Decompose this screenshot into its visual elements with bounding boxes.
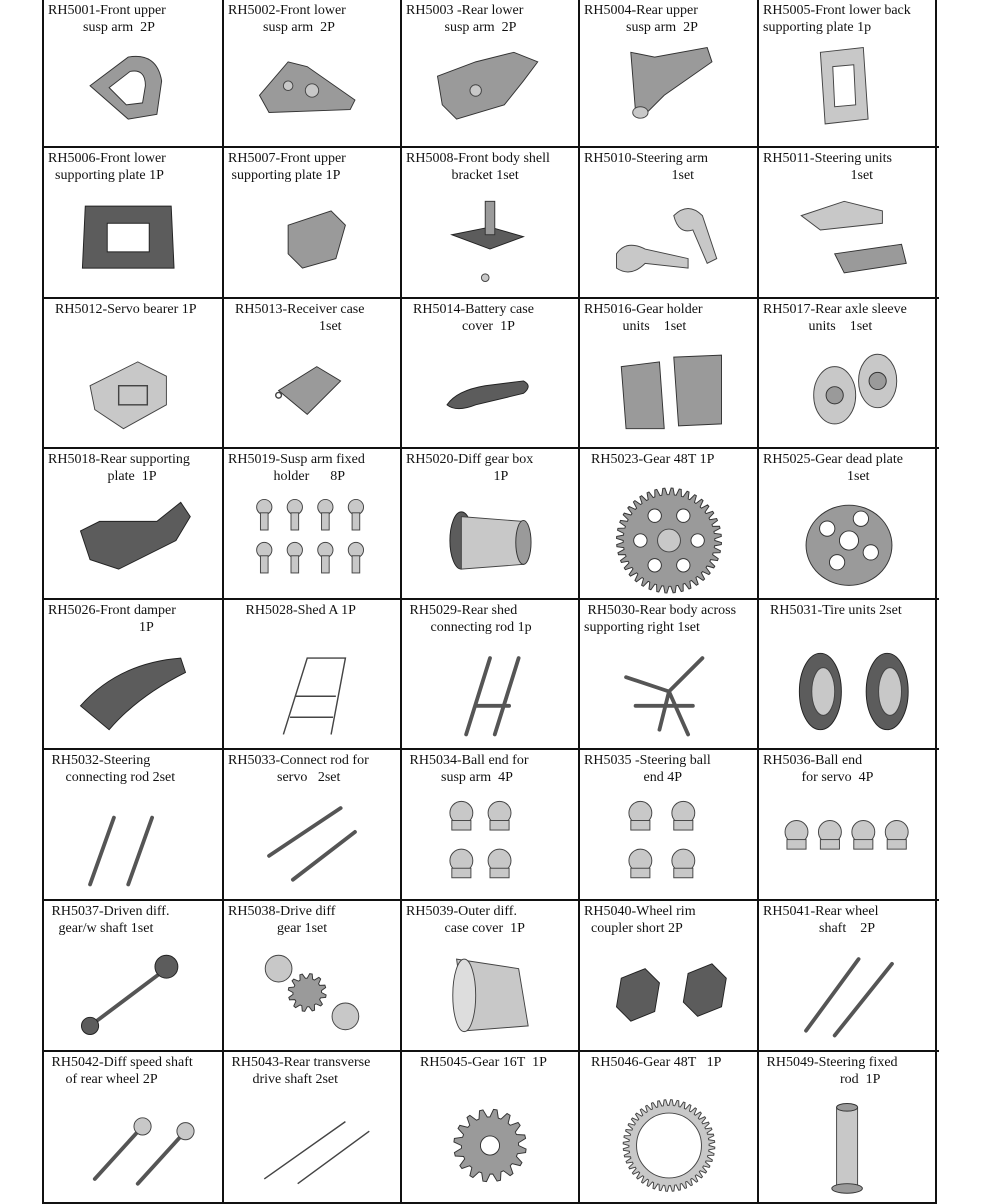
part-label-line-2: supporting plate 1P	[228, 168, 341, 183]
part-label-line-1: RH5001-Front upper	[48, 3, 166, 18]
diff-box-illustration	[415, 488, 565, 593]
part-cell	[224, 750, 402, 901]
part-label-line-1: RH5005-Front lower back	[763, 3, 911, 18]
part-label-line-2: susp arm 2P	[584, 20, 698, 35]
part-illustration	[44, 337, 222, 443]
part-cell	[224, 299, 402, 449]
part-label	[228, 752, 398, 786]
part-label-line-2: supporting plate 1P	[48, 168, 164, 183]
part-illustration	[44, 939, 222, 1046]
part-label	[228, 451, 398, 485]
part-label-line-2: connecting rod 2set	[48, 770, 176, 785]
part-illustration	[44, 1090, 222, 1200]
part-label-line-2: gear 1set	[228, 921, 328, 936]
part-illustration	[580, 939, 757, 1046]
part-label-line-2: susp arm 2P	[406, 20, 517, 35]
shed-a-illustration	[237, 639, 387, 744]
part-cell	[44, 1052, 224, 1204]
part-label	[48, 301, 220, 318]
part-label-line-1: RH5016-Gear holder	[584, 302, 703, 317]
part-label-line-2: 1P	[406, 469, 509, 484]
part-label-line-1: RH5042-Diff speed shaft	[48, 1055, 193, 1070]
part-label	[48, 903, 220, 937]
part-illustration	[759, 788, 939, 895]
plate-wide-illustration	[58, 187, 208, 292]
part-label-line-2: 1set	[584, 168, 695, 183]
part-label	[584, 903, 755, 937]
part-label	[228, 2, 398, 36]
gear-holder-illustration	[594, 338, 744, 443]
fixed-rod-illustration	[774, 1093, 924, 1198]
steering-units-illustration	[774, 187, 924, 292]
driven-diff-illustration	[58, 940, 208, 1045]
part-label	[48, 602, 220, 636]
part-cell	[580, 299, 759, 449]
part-label-line-2: of rear wheel 2P	[48, 1072, 158, 1087]
part-label	[584, 602, 755, 636]
part-label	[406, 2, 576, 36]
part-label-line-1: RH5039-Outer diff.	[406, 904, 517, 919]
part-cell	[580, 1052, 759, 1204]
gear-small-illustration	[415, 1093, 565, 1198]
part-label-line-1: RH5049-Steering fixed	[763, 1055, 898, 1070]
part-label	[763, 752, 937, 786]
part-label-line-2: 1set	[763, 469, 870, 484]
steer-rods-illustration	[58, 789, 208, 894]
part-label-line-1: RH5041-Rear wheel	[763, 904, 879, 919]
part-label	[228, 903, 398, 937]
tires-illustration	[774, 639, 924, 744]
part-label	[228, 1054, 398, 1088]
part-label-line-2: holder 8P	[228, 469, 346, 484]
receiver-case-illustration	[237, 338, 387, 443]
part-illustration	[580, 186, 757, 293]
part-illustration	[580, 1090, 757, 1200]
part-illustration	[44, 186, 222, 293]
part-label-line-2: servo 2set	[228, 770, 341, 785]
part-label-line-1: RH5040-Wheel rim	[584, 904, 696, 919]
part-label	[406, 301, 576, 335]
part-label-line-1: RH5003 -Rear lower	[406, 3, 524, 18]
part-label	[48, 451, 220, 485]
part-cell	[224, 901, 402, 1052]
holders-illustration	[237, 488, 387, 593]
part-label-line-1: RH5038-Drive diff	[228, 904, 336, 919]
part-label	[584, 2, 755, 36]
part-label	[763, 1054, 937, 1088]
part-label-line-1: RH5019-Susp arm fixed	[228, 452, 365, 467]
body-across-illustration	[594, 639, 744, 744]
part-label-line-2: 1P	[48, 620, 154, 635]
part-label-line-2: rod 1P	[763, 1072, 881, 1087]
part-label	[584, 150, 755, 184]
part-label-line-1: RH5033-Connect rod for	[228, 753, 369, 768]
part-cell	[402, 449, 580, 600]
part-label-line-1: RH5031-Tire units 2set	[763, 603, 902, 618]
part-label-line-1: RH5013-Receiver case	[228, 302, 365, 317]
part-illustration	[580, 487, 757, 594]
part-illustration	[402, 38, 578, 142]
part-label-line-1: RH5037-Driven diff.	[48, 904, 170, 919]
part-illustration	[224, 337, 400, 443]
damper-illustration	[58, 639, 208, 744]
part-cell	[44, 0, 224, 148]
part-label-line-2: susp arm 4P	[406, 770, 513, 785]
part-illustration	[224, 487, 400, 594]
part-cell	[44, 600, 224, 750]
part-label-line-1: RH5026-Front damper	[48, 603, 176, 618]
part-label-line-2: gear/w shaft 1set	[48, 921, 154, 936]
part-label	[228, 301, 398, 335]
part-cell	[402, 0, 580, 148]
ball-ends-4-illustration	[415, 789, 565, 894]
part-label-line-1: RH5011-Steering units	[763, 151, 892, 166]
part-label-line-2: susp arm 2P	[48, 20, 155, 35]
part-cell	[759, 901, 939, 1052]
plate-tall-illustration	[774, 38, 924, 143]
part-illustration	[402, 939, 578, 1046]
part-label-line-1: RH5046-Gear 48T 1P	[584, 1055, 722, 1070]
part-label	[48, 150, 220, 184]
rear-upper-arm-illustration	[594, 38, 744, 143]
part-label-line-2: supporting plate 1p	[763, 20, 872, 35]
part-label-line-1: RH5006-Front lower	[48, 151, 166, 166]
drive-diff-illustration	[237, 940, 387, 1045]
part-label-line-2: plate 1P	[48, 469, 157, 484]
part-label	[584, 752, 755, 786]
part-label	[406, 903, 576, 937]
part-illustration	[224, 638, 400, 744]
part-label	[584, 301, 755, 335]
part-label-line-1: RH5036-Ball end	[763, 753, 863, 768]
part-illustration	[402, 638, 578, 744]
part-illustration	[759, 337, 939, 443]
part-cell	[580, 901, 759, 1052]
part-cell	[44, 148, 224, 299]
part-label	[584, 451, 755, 468]
part-illustration	[44, 487, 222, 594]
part-illustration	[759, 939, 939, 1046]
part-cell	[759, 750, 939, 901]
part-label-line-2: 1set	[763, 168, 874, 183]
part-cell	[224, 449, 402, 600]
battery-cover-illustration	[415, 338, 565, 443]
part-cell	[402, 600, 580, 750]
part-cell	[759, 148, 939, 299]
part-label	[763, 451, 937, 485]
bracket-illustration	[415, 187, 565, 292]
wheel-shafts-illustration	[774, 940, 924, 1045]
ball-ends-4b-illustration	[594, 789, 744, 894]
part-label-line-1: RH5045-Gear 16T 1P	[406, 1055, 547, 1070]
rear-plate-illustration	[58, 488, 208, 593]
part-illustration	[224, 1090, 400, 1200]
part-cell	[759, 299, 939, 449]
part-cell	[44, 901, 224, 1052]
part-illustration	[759, 38, 939, 142]
part-label	[406, 1054, 576, 1071]
part-label-line-2: connecting rod 1p	[406, 620, 532, 635]
rear-lower-arm-illustration	[415, 38, 565, 143]
part-label	[763, 2, 937, 36]
part-label-line-2: susp arm 2P	[228, 20, 335, 35]
part-label-line-1: RH5023-Gear 48T 1P	[584, 452, 715, 467]
part-cell	[224, 600, 402, 750]
part-label	[406, 451, 576, 485]
part-label-line-1: RH5007-Front upper	[228, 151, 346, 166]
part-cell	[224, 1052, 402, 1204]
part-cell	[580, 600, 759, 750]
part-illustration	[44, 788, 222, 895]
part-cell	[44, 299, 224, 449]
part-label-line-1: RH5028-Shed A 1P	[228, 603, 356, 618]
part-label-line-2: shaft 2P	[763, 921, 875, 936]
part-illustration	[580, 38, 757, 142]
part-cell	[224, 148, 402, 299]
part-label	[228, 602, 398, 619]
part-label-line-1: RH5030-Rear body across	[584, 603, 737, 618]
part-illustration	[224, 38, 400, 142]
part-cell	[759, 1052, 939, 1204]
part-label-line-2: supporting right 1set	[584, 620, 700, 635]
ball-ends-row-illustration	[774, 789, 924, 894]
dead-plate-illustration	[774, 488, 924, 593]
part-label-line-2: 1set	[228, 319, 342, 334]
part-illustration	[402, 788, 578, 895]
part-label-line-2: for servo 4P	[763, 770, 874, 785]
part-illustration	[402, 337, 578, 443]
part-label-line-1: RH5018-Rear supporting	[48, 452, 190, 467]
part-illustration	[402, 1090, 578, 1200]
part-illustration	[580, 337, 757, 443]
part-illustration	[759, 186, 939, 293]
part-label-line-2: coupler short 2P	[584, 921, 683, 936]
part-label-line-1: RH5032-Steering	[48, 753, 151, 768]
part-label	[763, 150, 937, 184]
part-cell	[580, 148, 759, 299]
servo-bearer-illustration	[58, 338, 208, 443]
upper-arm-illustration	[58, 38, 208, 143]
part-label	[763, 602, 937, 619]
part-illustration	[44, 38, 222, 142]
servo-rods-illustration	[237, 789, 387, 894]
part-illustration	[580, 788, 757, 895]
part-label	[406, 602, 576, 636]
part-label	[48, 2, 220, 36]
part-label-line-1: RH5002-Front lower	[228, 3, 346, 18]
part-label-line-2: bracket 1set	[406, 168, 519, 183]
part-cell	[44, 449, 224, 600]
part-illustration	[44, 638, 222, 744]
part-illustration	[759, 1090, 939, 1200]
part-cell	[402, 901, 580, 1052]
part-cell	[580, 449, 759, 600]
part-label-line-2: units 1set	[763, 319, 873, 334]
plate-small-illustration	[237, 187, 387, 292]
steering-arm-illustration	[594, 187, 744, 292]
part-illustration	[402, 487, 578, 594]
part-label-line-1: RH5029-Rear shed	[406, 603, 518, 618]
part-cell	[580, 0, 759, 148]
part-label-line-2: units 1set	[584, 319, 687, 334]
parts-grid	[42, 0, 937, 1204]
part-label-line-1: RH5014-Battery case	[406, 302, 534, 317]
part-label	[48, 1054, 220, 1088]
cylinder-illustration	[415, 940, 565, 1045]
spur-gear-illustration	[594, 1093, 744, 1198]
part-label-line-1: RH5004-Rear upper	[584, 3, 698, 18]
part-label-line-1: RH5043-Rear transverse	[228, 1055, 371, 1070]
part-label-line-1: RH5020-Diff gear box	[406, 452, 534, 467]
drive-shafts-illustration	[237, 1093, 387, 1198]
part-label-line-1: RH5008-Front body shell	[406, 151, 550, 166]
part-label	[406, 752, 576, 786]
part-cell	[402, 148, 580, 299]
part-illustration	[402, 186, 578, 293]
part-label	[48, 752, 220, 786]
part-label-line-2: end 4P	[584, 770, 682, 785]
part-illustration	[759, 487, 939, 594]
part-cell	[580, 750, 759, 901]
diff-shafts-illustration	[58, 1093, 208, 1198]
part-label-line-1: RH5025-Gear dead plate	[763, 452, 903, 467]
part-label-line-2: case cover 1P	[406, 921, 525, 936]
part-label-line-2: drive shaft 2set	[228, 1072, 339, 1087]
part-cell	[402, 299, 580, 449]
part-cell	[402, 1052, 580, 1204]
part-cell	[759, 449, 939, 600]
lower-arm-illustration	[237, 38, 387, 143]
part-label	[763, 301, 937, 335]
part-label	[406, 150, 576, 184]
part-label-line-1: RH5034-Ball end for	[406, 753, 529, 768]
part-illustration	[224, 939, 400, 1046]
part-cell	[44, 750, 224, 901]
part-cell	[759, 0, 939, 148]
part-label	[584, 1054, 755, 1071]
part-label-line-1: RH5035 -Steering ball	[584, 753, 711, 768]
part-illustration	[580, 638, 757, 744]
part-cell	[224, 0, 402, 148]
gear-big-illustration	[594, 488, 744, 593]
part-illustration	[759, 638, 939, 744]
shed-rod-illustration	[415, 639, 565, 744]
part-illustration	[224, 788, 400, 895]
part-label-line-1: RH5017-Rear axle sleeve	[763, 302, 907, 317]
part-label-line-1: RH5010-Steering arm	[584, 151, 709, 166]
hex-couplers-illustration	[594, 940, 744, 1045]
part-label-line-1: RH5012-Servo bearer 1P	[48, 302, 197, 317]
part-label	[228, 150, 398, 184]
part-cell	[759, 600, 939, 750]
axle-sleeve-illustration	[774, 338, 924, 443]
part-illustration	[224, 186, 400, 293]
part-cell	[402, 750, 580, 901]
part-label	[763, 903, 937, 937]
part-label-line-2: cover 1P	[406, 319, 515, 334]
